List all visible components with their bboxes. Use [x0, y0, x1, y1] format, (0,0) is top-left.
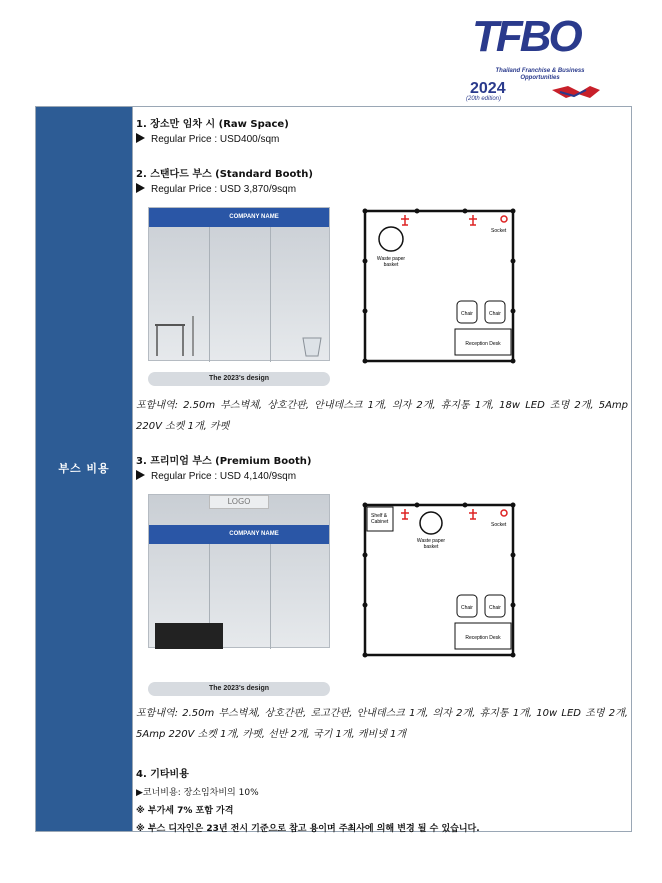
waste-basket-symbol — [420, 512, 442, 534]
booth-wall-panel — [270, 544, 271, 649]
cabinet-shelf — [155, 623, 223, 649]
premium-booth-price — [136, 470, 296, 482]
standard-booth-caption: The 2023's design — [148, 372, 330, 386]
waste-basket-icon — [301, 336, 323, 358]
shelf-label-1: Shelf & — [371, 513, 388, 519]
handshake-icon — [550, 80, 602, 102]
chair-label: Chair — [489, 605, 501, 611]
premium-booth-caption: The 2023's design — [148, 682, 330, 696]
premium-booth-banner: COMPANY NAME — [149, 525, 329, 544]
raw-space-price — [136, 133, 279, 145]
vat-note: ※ 부가세 7% 포함 가격 — [136, 806, 234, 816]
desk-label: Reception Desk — [465, 635, 501, 641]
arrow-right-icon — [136, 470, 145, 480]
logo-wordmark — [472, 12, 580, 62]
design-disclaimer: ※ 부스 디자인은 23년 전시 기준으로 참고 용이며 주최사에 의해 변경 될 수 있습니다. — [136, 824, 480, 834]
standard-booth-description: 포함내역: 2.50m 부스벽체, 상호간판, 안내데스크 1개, 의자 2개, 휴지통 1개, 18w LED 조명 2개, 5Amp 220V 소켓 1개, 카펫 — [136, 400, 628, 432]
waste-label-2: basket — [383, 262, 399, 268]
waste-label-1: Waste paper — [416, 538, 446, 544]
premium-logo-sign: LOGO — [209, 495, 269, 509]
shelf-label-2: Cabinet — [371, 519, 389, 525]
standard-booth-price — [136, 183, 296, 195]
booth-wall-panel — [209, 227, 210, 362]
waste-label-1: Waste paper — [376, 256, 406, 262]
arrow-right-icon — [136, 183, 145, 193]
logo-year: 2024 — [470, 80, 506, 97]
premium-booth-price-text: Regular Price : USD 4,140/9sqm — [151, 471, 297, 482]
premium-floor-plan — [361, 501, 519, 665]
booth-wall-panel — [270, 227, 271, 362]
logo-brand: TFBO — [472, 12, 580, 61]
premium-booth-description: 포함내역: 2.50m 부스벽체, 상호간판, 로고간판, 안내데스크 1개, 의자 2개, 휴지통 1개, 10w LED 조명 2개, 5Amp 220V 소켓 1개, 카펫, 선반 2개, 국기 1개, 캐비넷 1개 — [136, 708, 628, 740]
logo-subtitle: Thailand Franchise & Business Opportunities — [495, 68, 585, 81]
premium-booth-image — [148, 494, 330, 648]
raw-space-title: 1. 장소만 임차 시 (Raw Space) — [136, 119, 289, 130]
chair-icon — [153, 316, 201, 360]
desk-label: Reception Desk — [465, 341, 501, 347]
standard-floor-plan — [361, 207, 519, 371]
other-costs-title: 4. 기타비용 — [136, 769, 189, 780]
booth-cost-table — [35, 106, 632, 832]
chair-label: Chair — [489, 311, 501, 317]
standard-booth-price-text: Regular Price : USD 3,870/9sqm — [151, 184, 297, 195]
standard-booth-banner: COMPANY NAME — [149, 208, 329, 227]
arrow-right-icon — [136, 133, 145, 143]
booth-cost-content — [136, 107, 631, 834]
logo-edition: (20th edition) — [466, 96, 502, 102]
raw-space-price-text: Regular Price : USD400/sqm — [151, 134, 280, 145]
tfbo-logo — [460, 10, 610, 102]
waste-label-2: basket — [423, 544, 439, 550]
standard-booth-image — [148, 207, 330, 361]
row-header-cell — [36, 107, 133, 831]
socket-label: Socket — [491, 522, 507, 528]
waste-basket-symbol — [379, 227, 403, 251]
row-header-label: 부스 비용 — [58, 462, 110, 475]
chair-label: Chair — [461, 311, 473, 317]
socket-label: Socket — [491, 228, 507, 234]
premium-booth-title: 3. 프리미엄 부스 (Premium Booth) — [136, 456, 312, 467]
standard-booth-title: 2. 스탠다드 부스 (Standard Booth) — [136, 169, 313, 180]
corner-fee-note: ▶코너비용: 장소임차비의 10% — [136, 788, 259, 798]
chair-label: Chair — [461, 605, 473, 611]
